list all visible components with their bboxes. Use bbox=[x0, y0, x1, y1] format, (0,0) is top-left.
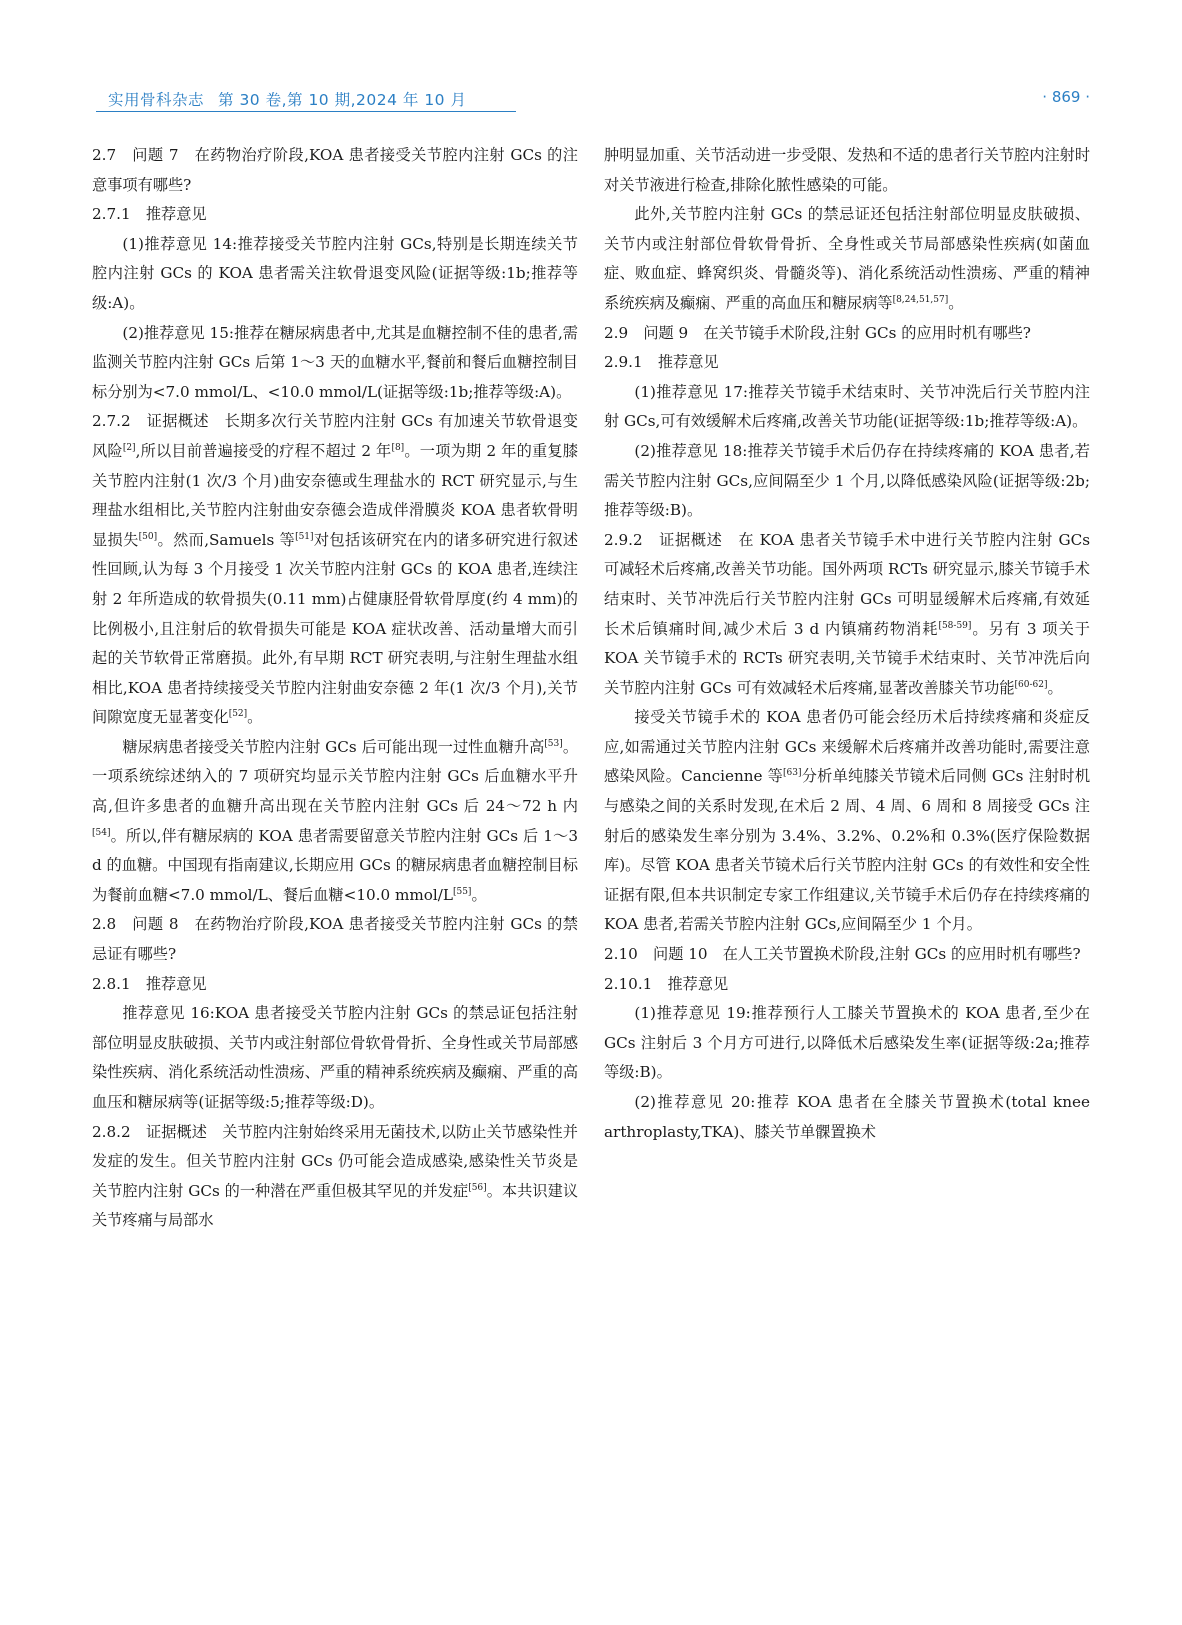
paragraph: (2)推荐意见 18:推荐关节镜手术后仍存在持续疼痛的 KOA 患者,若需关节腔内注射 GCs,应间隔至少 1 个月,以降低感染风险(证据等级:2b;推荐等级:B)。 bbox=[604, 441, 1090, 520]
paragraph: 2.9 问题 9 在关节镜手术阶段,注射 GCs 的应用时机有哪些? bbox=[604, 323, 1031, 342]
journal-title bbox=[108, 88, 466, 110]
citation-ref: [55] bbox=[452, 886, 472, 897]
citation-ref: [63] bbox=[783, 768, 802, 779]
citation-ref: [2] bbox=[122, 442, 136, 453]
paragraph: 2.8.2 证据概述 关节腔内注射始终采用无菌技术,以防止关节感染性并发症的发生。但关节腔内注射 GCs 仍可能会造成感染,感染性关节炎是关节腔内注射 GCs 的一种潜在严重但极其罕见的并发症[56]。本共识建议关节疼痛与局部水 bbox=[92, 1122, 579, 1230]
citation-ref: [50] bbox=[138, 531, 158, 542]
paragraph: (1)推荐意见 14:推荐接受关节腔内注射 GCs,特别是长期连续关节腔内注射 GCs 的 KOA 患者需关注软骨退变风险(证据等级:1b;推荐等级:A)。 bbox=[92, 234, 578, 312]
paragraph: 2.7.2 证据概述 长期多次行关节腔内注射 GCs 有加速关节软骨退变风险[2],所以目前普遍接受的疗程不超过 2 年[8]。一项为期 2 年的重复膝关节腔内注射(1 次/3 个月)曲安奈德或生理盐水的 RCT 研究显示,与生理盐水组相比,关节腔内注射曲安奈德会造成伴滑膜炎 KOA 患者软骨明显损失[50]。然而,Samuels 等[51]对包括该研究在内的诸多研究进行叙述性回顾,认为每 3 个月接受 1 次关节腔内注射 GCs 的 KOA 患者,连续注射 2 年所造成的软骨损失(0.11 mm)占健康胫骨软骨厚度(约 4 mm)的比例极小,且注射后的软骨损失可能是 KOA 症状改善、活动量增大而引起的关节软骨正常磨损。此外,有早期 RCT 研究表明,与注射生理盐水组相比,KOA 患者持续接受关节腔内注射曲安奈德 2 年(1 次/3 个月),关节间隙宽度无显著变化[52]。 bbox=[92, 412, 579, 727]
paragraph: (2)推荐意见 15:推荐在糖尿病患者中,尤其是血糖控制不佳的患者,需监测关节腔内注射 GCs 后第 1～3 天的血糖水平,餐前和餐后血糖控制目标分别为<7.0 mmol/L、<10.0 mmol/L(证据等级:1b;推荐等级:A)。 bbox=[92, 323, 578, 401]
paragraph: 2.9.2 证据概述 在 KOA 患者关节镜手术中进行关节腔内注射 GCs 可减轻术后疼痛,改善关节功能。国外两项 RCTs 研究显示,膝关节镜手术结束时、关节冲洗后行关节腔内注射 GCs 可明显缓解术后疼痛,有效延长术后镇痛时间,减少术后 3 d 内镇痛药物消耗[58-59]。另有 3 项关于 KOA 关节镜手术的 RCTs 研究表明,关节镜手术结束时、关节冲洗后向关节腔内注射 GCs 可有效减轻术后疼痛,显著改善膝关节功能[60-62]。 bbox=[604, 530, 1090, 697]
paragraph: 推荐意见 16:KOA 患者接受关节腔内注射 GCs 的禁忌证包括注射部位明显皮肤破损、关节内或注射部位骨软骨骨折、全身性或关节局部感染性疾病、消化系统活动性溃疡、严重的精神系统疾病及癫痫、严重的高血压和糖尿病等(证据等级:5;推荐等级:D)。 bbox=[92, 1004, 578, 1111]
header-rule bbox=[96, 111, 516, 112]
citation-ref: [58-59] bbox=[938, 620, 972, 631]
paragraph: 肿明显加重、关节活动进一步受限、发热和不适的患者行关节腔内注射时对关节液进行检查,排除化脓性感染的可能。 bbox=[604, 146, 1090, 194]
paragraph: 2.7.1 推荐意见 bbox=[92, 205, 207, 224]
citation-ref: [8,24,51,57] bbox=[892, 294, 949, 305]
citation-ref: [53] bbox=[544, 738, 563, 749]
paragraph: (2)推荐意见 20:推荐 KOA 患者在全膝关节置换术(total knee arthroplasty,TKA)、膝关节单髁置换术 bbox=[604, 1093, 1090, 1141]
citation-ref: [56] bbox=[468, 1182, 487, 1193]
right-column bbox=[604, 141, 1090, 1147]
paragraph: 2.8 问题 8 在药物治疗阶段,KOA 患者接受关节腔内注射 GCs 的禁忌证有哪些? bbox=[92, 915, 578, 964]
paragraph: 2.10.1 推荐意见 bbox=[604, 974, 729, 993]
paragraph: 2.9.1 推荐意见 bbox=[604, 353, 719, 372]
paragraph: (1)推荐意见 17:推荐关节镜手术结束时、关节冲洗后行关节腔内注射 GCs,可有效缓解术后疼痛,改善关节功能(证据等级:1b;推荐等级:A)。 bbox=[604, 382, 1090, 431]
citation-ref: [52] bbox=[228, 709, 248, 720]
paragraph: 接受关节镜手术的 KOA 患者仍可能会经历术后持续疼痛和炎症反应,如需通过关节腔内注射 GCs 来缓解术后疼痛并改善功能时,需要注意感染风险。Cancienne 等[63]分析单纯膝关节镜术后同侧 GCs 注射时机与感染之间的关系时发现,在术后 2 周、4 周、6 周和 8 周接受 GCs 注射后的感染发生率分别为 3.4%、3.2%、0.2%和 0.3%(医疗保险数据库)。尽管 KOA 患者关节镜术后行关节腔内注射 GCs 的有效性和安全性证据有限,但本共识制定专家工作组建议,关节镜手术后仍存在持续疼痛的 KOA 患者,若需关节腔内注射 GCs,应间隔至少 1 个月。 bbox=[604, 708, 1091, 934]
citation-ref: [54] bbox=[92, 827, 111, 838]
citation-ref: [8] bbox=[391, 442, 405, 453]
issue-info: 第 30 卷,第 10 期,2024 年 10 月 bbox=[218, 91, 467, 109]
citation-ref: [51] bbox=[295, 531, 314, 542]
paragraph: (1)推荐意见 19:推荐预行人工膝关节置换术的 KOA 患者,至少在 GCs 注射后 3 个月方可进行,以降低术后感染发生率(证据等级:2a;推荐等级:B)。 bbox=[604, 1004, 1090, 1082]
paragraph: 2.8.1 推荐意见 bbox=[92, 974, 207, 993]
left-column bbox=[92, 141, 578, 1236]
citation-ref: [60-62] bbox=[1014, 679, 1048, 690]
paragraph: 2.10 问题 10 在人工关节置换术阶段,注射 GCs 的应用时机有哪些? bbox=[604, 945, 1081, 964]
running-header bbox=[96, 86, 1090, 114]
paragraph: 糖尿病患者接受关节腔内注射 GCs 后可能出现一过性血糖升高[53]。一项系统综述纳入的 7 项研究均显示关节腔内注射 GCs 后血糖水平升高,但许多患者的血糖升高出现在关节腔内注射 GCs 后 24～72 h 内[54]。所以,伴有糖尿病的 KOA 患者需要留意关节腔内注射 GCs 后 1～3 d 的血糖。中国现有指南建议,长期应用 GCs 的糖尿病患者血糖控制目标为餐前血糖<7.0 mmol/L、餐后血糖<10.0 mmol/L[55]。 bbox=[92, 737, 579, 904]
paragraph: 此外,关节腔内注射 GCs 的禁忌证还包括注射部位明显皮肤破损、关节内或注射部位骨软骨骨折、全身性或关节局部感染性疾病(如菌血症、败血症、蜂窝织炎、骨髓炎等)、消化系统活动性溃疡、严重的精神系统疾病及癫痫、严重的高血压和糖尿病等[8,24,51,57]。 bbox=[604, 205, 1090, 312]
paragraph: 2.7 问题 7 在药物治疗阶段,KOA 患者接受关节腔内注射 GCs 的注意事项有哪些? bbox=[92, 146, 578, 194]
journal-name: 实用骨科杂志 bbox=[108, 91, 205, 109]
page-number: · 869 · bbox=[1042, 88, 1090, 106]
